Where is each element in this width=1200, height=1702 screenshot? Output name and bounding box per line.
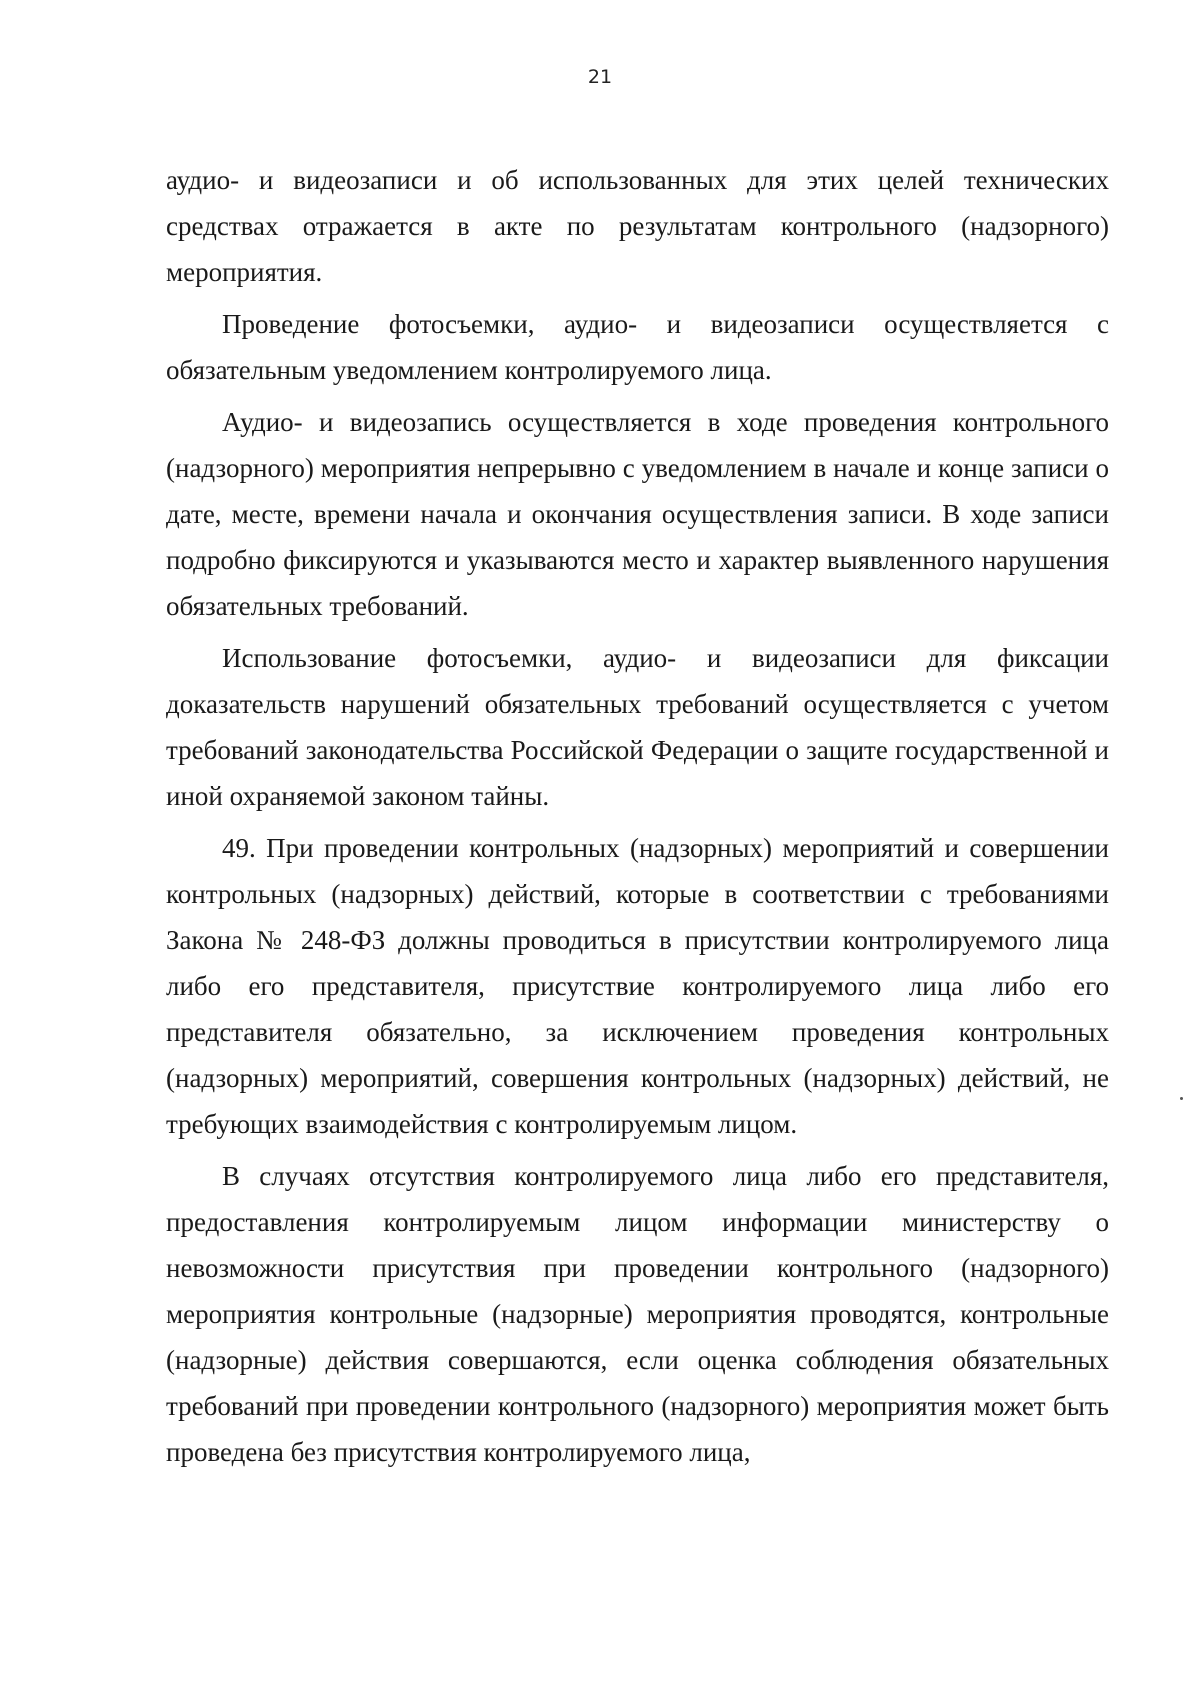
paragraph-absence-cases: В случаях отсутствия контролируемого лица либо его представителя, предоставления контролируемым лицом информации министерству о невозможности присутствия при проведении контрольного (надзорного) мероприятия контрольные (надзорные) мероприятия проводятся, контрольные (надзорные) действия совершаются, если оценка соблюдения обязательных требований при проведении контрольного (надзорного) мероприятия может быть проведена без присутствия контролируемого лица, xyxy=(166,1161,1109,1467)
paragraph-clause-49: 49. При проведении контрольных (надзорных) мероприятий и совершении контрольных (надзорных) действий, которые в соответствии с требованиями Закона № 248-ФЗ должны проводиться в присутствии контролируемого лица либо его представителя, присутствие контролируемого лица либо его представителя обязательно, за исключением проведения контрольных (надзорных) мероприятий, совершения контрольных (надзорных) действий, не требующих взаимодействия с контролируемым лицом. xyxy=(166,833,1109,1139)
paragraph-photo-notice: Проведение фотосъемки, аудио- и видеозаписи осуществляется с обязательным уведомлением контролируемого лица. xyxy=(166,309,1109,385)
paragraph-secrecy-requirements: Использование фотосъемки, аудио- и видеозаписи для фиксации доказательств нарушений обязательных требований осуществляется с учетом требований законодательства Российской Федерации о защите государственной и иной охраняемой законом тайны. xyxy=(166,643,1109,811)
paragraph-continuation: аудио- и видеозаписи и об использованных для этих целей технических средствах отражается в акте по результатам контрольного (надзорного) мероприятия. xyxy=(166,165,1109,287)
paragraph-recording-procedure: Аудио- и видеозапись осуществляется в ходе проведения контрольного (надзорного) мероприятия непрерывно с уведомлением в начале и конце записи о дате, месте, времени начала и окончания осуществления записи. В ходе записи подробно фиксируются и указываются место и характер выявленного нарушения обязательных требований. xyxy=(166,407,1109,621)
page-number: 21 xyxy=(587,66,613,88)
document-body xyxy=(166,157,1109,1481)
scan-artifact-dot xyxy=(1180,1097,1183,1100)
